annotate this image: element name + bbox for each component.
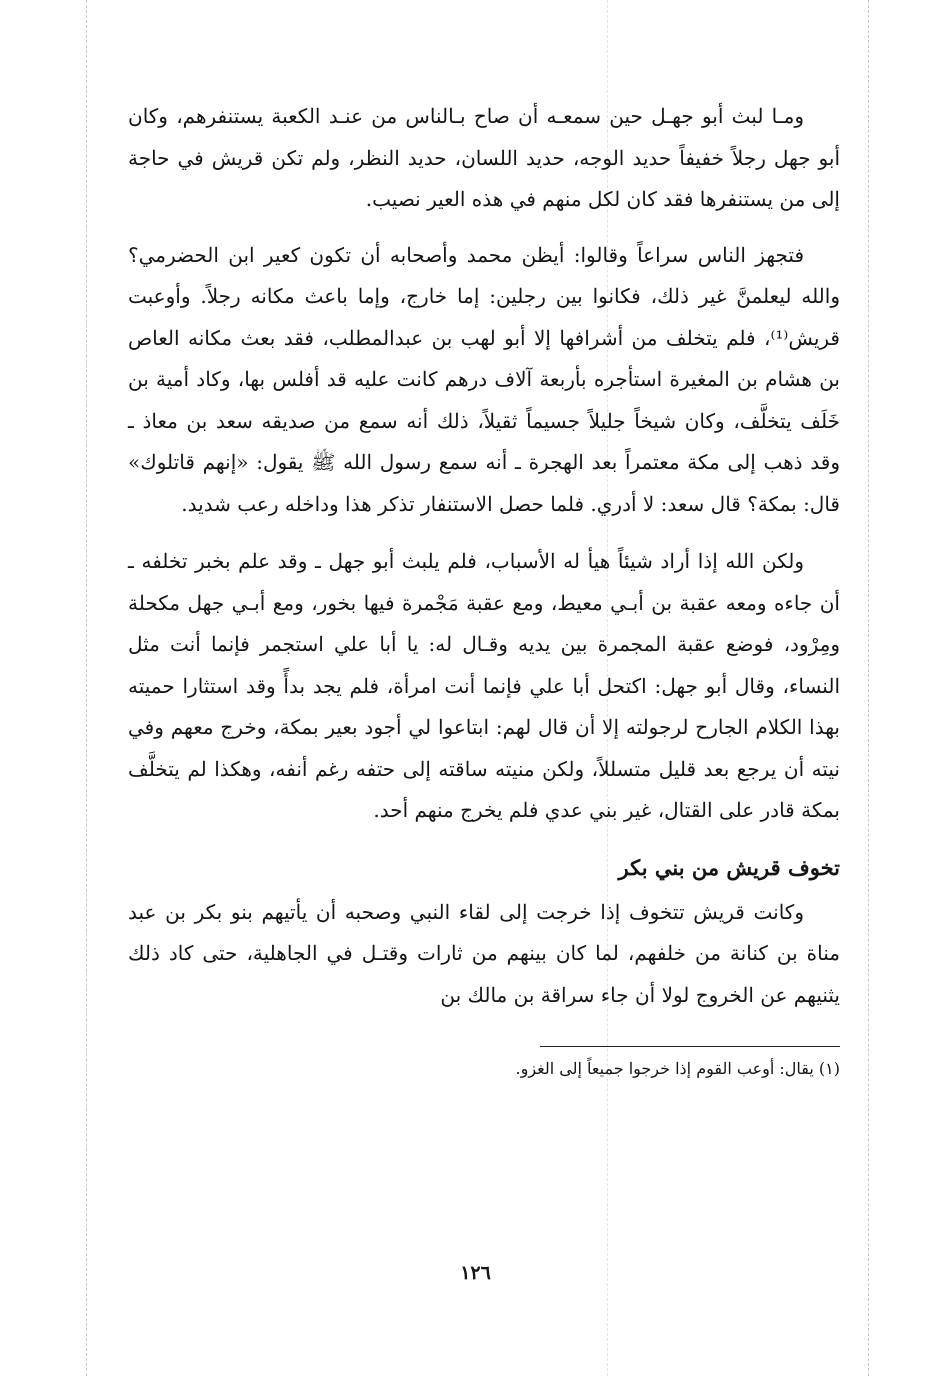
- scan-fold-left: [86, 0, 87, 1376]
- section-heading: تخوف قريش من بني بكر: [618, 854, 840, 880]
- paragraph-3: ولكن الله إذا أراد شيئاً هيأ له الأسباب، فلم يلبث أبو جهل ـ وقد علم بخبر تخلفه ـ أن جاءه ومعه عقبة بن أبـي معيط، ومع عقبة مَجْمرة فيها بخور، ومع أبـي جهل مكحلة ومِرْود، فوضع عقبة المجمرة بين يديه وقـال له: يا أبا علي استجمر فإنما أنت مثل النساء، وقال أبو جهل: اكتحل أبا علي فإنما أنت امرأة، فلم يجد بدأً وقد استثارا حميته بهذا الكلام الجارح لرجولته إلا أن قال لهم: ابتاعوا لي أجود بعير بمكة، وخرج معهم وفي نيته أن يرجع بعد قليل متسللاً، ولكن منيته ساقته إلى حتفه رغم أنفه، وهكذا لم يتخلَّف بمكة قادر على القتال، غير بني عدي فلم يخرج منهم أحد.: [128, 549, 840, 822]
- footnote: (١) يقال: أوعب القوم إذا خرجوا جميعاً إلى الغزو.: [515, 1059, 840, 1078]
- book-page: [128, 96, 840, 1083]
- paragraph-1: ومـا لبث أبو جهـل حين سمعـه أن صاح بـالناس من عنـد الكعبة يستنفرهم، وكان أبو جهل رجلاً خفيفاً حديد الوجه، حديد اللسان، حديد النظر، ولم تكن قريش في حاجة إلى من يستنفرها فقد كان لكل منهم في هذه العير نصيب.: [128, 104, 840, 211]
- footnote-divider: [540, 1046, 840, 1047]
- paragraph-2: فتجهز الناس سراعاً وقالوا: أيظن محمد وأصحابه أن تكون كعير ابن الحضرمي؟ والله ليعلمنَّ غير ذلك، فكانوا بين رجلين: إما خارج، وإما باعث مكانه رجلاً. وأوعبت قريش⁽¹⁾، فلم يتخلف من أشرافها إلا أبو لهب بن عبدالمطلب، فقد بعث مكانه العاص بن هشام بن المغيرة استأجره بأربعة آلاف درهم كانت عليه قد أفلس بها، وكاد أمية بن خَلَف يتخلَّف، وكان شيخاً جليلاً جسيماً ثقيلاً، ذلك أنه سمع من صديقه سعد بن معاذ ـ وقد ذهب إلى مكة معتمراً بعد الهجرة ـ أنه سمع رسول الله ﷺ يقول: «إنهم قاتلوك» قال: بمكة؟ قال سعد: لا أدري. فلما حصل الاستنفار تذكر هذا وداخله رعب شديد.: [128, 242, 841, 516]
- page-number: ١٢٦: [460, 1262, 491, 1284]
- paragraph-4: وكانت قريش تتخوف إذا خرجت إلى لقاء النبي وصحبه أن يأتيهم بنو بكر بن عبد مناة بن كنانة من خلفهم، لما كان بينهم من ثارات وقتـل في الجاهلية، حتى كاد ذلك يثنيهم عن الخروج لولا أن جاء سراقة بن مالك بن: [128, 899, 840, 1007]
- scan-fold-right: [868, 0, 869, 1376]
